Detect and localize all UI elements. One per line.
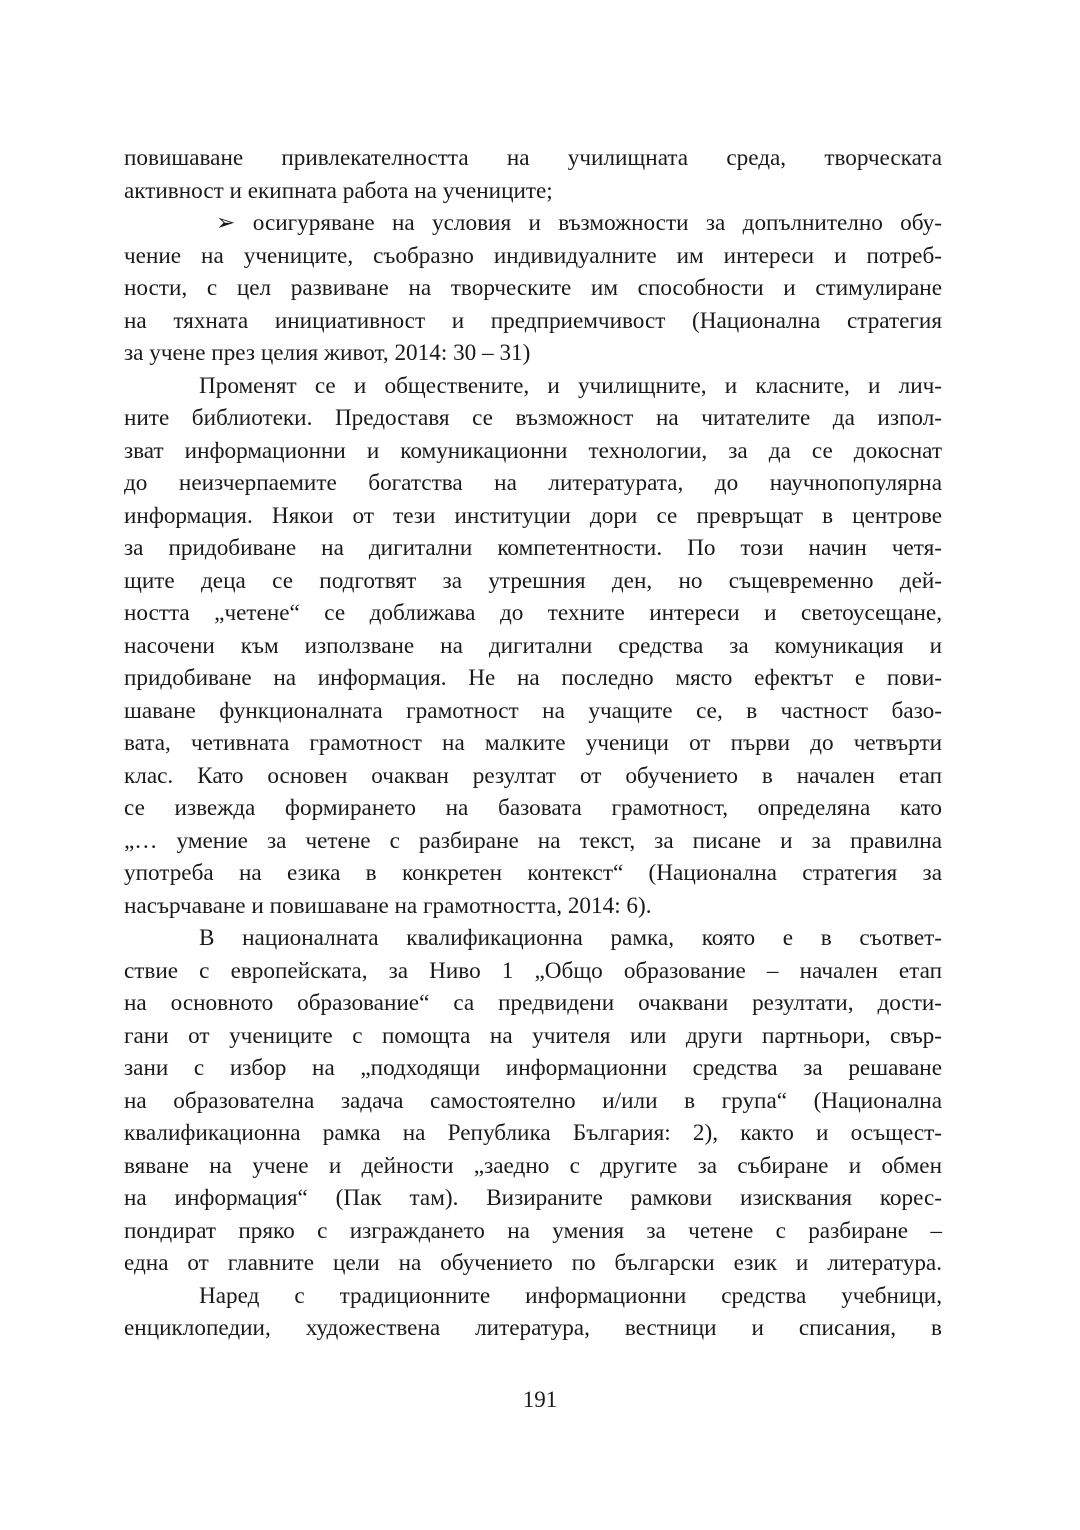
text-line: шаване функционалната грамотност на учащите се, в частност базо- (124, 697, 942, 724)
text-line: енциклопедии, художествена литература, вестници и списания, в (124, 1315, 942, 1341)
text-line: вяване на учене и дейности „заедно с другите за събиране и обмен (124, 1152, 942, 1179)
text-line: се извежда формирането на базовата грамотност, определяна като (124, 795, 942, 821)
text-line: „… умение за четене с разбиране на текст, за писане и за правилна (124, 827, 942, 854)
text-line: гани от учениците с помощта на учителя или други партньори, свър- (124, 1022, 942, 1049)
text-line: активност и екипната работа на учениците; (124, 177, 553, 204)
text-line: на информация“ (Пак там). Визираните рамкови изисквания корес- (124, 1185, 942, 1211)
text-line: вата, четивната грамотност на малките ученици от първи до четвърти (124, 730, 942, 756)
text-line: ствие с европейската, за Ниво 1 „Общо образование – начален етап (124, 957, 942, 984)
text-line: употреба на езика в конкретен контекст“ (Национална стратегия за (124, 860, 942, 886)
text-line: зват информационни и комуникационни технологии, за да се докоснат (124, 437, 942, 464)
text-line: пондират пряко с изграждането на умения за четене с разбиране – (124, 1217, 942, 1244)
text-line: на основното образование“ са предвидени очаквани резултати, дости- (124, 990, 942, 1016)
text-line: до неизчерпаемите богатства на литературата, до научнопопулярна (124, 470, 942, 496)
page-number: 191 (522, 1387, 558, 1412)
bullet-line: ➢ осигуряване на условия и възможности за допълнително обу- (216, 210, 942, 236)
text-line: зани с избор на „подходящи информационни средства за решаване (124, 1055, 942, 1081)
paragraph-start-line: Променят се и обществените, и училищните, и класните, и лич- (199, 372, 942, 399)
text-line: ността „четене“ се доближава до техните интереси и светоусещане, (124, 600, 942, 626)
text-line: на образователна задача самостоятелно и/или в група“ (Национална (124, 1087, 942, 1114)
text-line: придобиване на информация. Не на последно място ефектът е пови- (124, 665, 942, 691)
text-line: една от главните цели на обучението по български език и литература. (124, 1250, 942, 1276)
text-line: за придобиване на дигитални компетентности. По този начин четя- (124, 535, 942, 561)
text-line: насърчаване и повишаване на грамотността, 2014: 6). (124, 892, 652, 919)
text-line: щите деца се подготвят за утрешния ден, но същевременно дей- (124, 567, 942, 594)
text-line: квалификационна рамка на Република България: 2), както и осъщест- (124, 1120, 942, 1146)
text-line: клас. Като основен очакван резултат от обучението в начален етап (124, 762, 942, 789)
text-line: повишаване привлекателността на училищната среда, творческата (124, 145, 942, 171)
paragraph-start-line: В националната квалификационна рамка, която е в съответ- (199, 925, 942, 951)
text-line: за учене през целия живот, 2014: 30 – 31) (124, 340, 531, 366)
paragraph-start-line: Наред с традиционните информационни средства учебници, (199, 1282, 942, 1309)
page-body (124, 142, 942, 1345)
text-line: информация. Някои от тези институции дори се превръщат в центрове (124, 502, 942, 529)
text-line: чение на учениците, съобразно индивидуалните им интереси и потреб- (124, 242, 942, 269)
text-line: ности, с цел развиване на творческите им способности и стимулиране (124, 275, 942, 301)
text-line: насочени към използване на дигитални средства за комуникация и (124, 632, 942, 659)
text-line: на тяхната инициативност и предприемчивост (Национална стратегия (124, 307, 942, 334)
text-line: ните библиотеки. Предоставя се възможност на читателите да изпол- (124, 405, 942, 431)
